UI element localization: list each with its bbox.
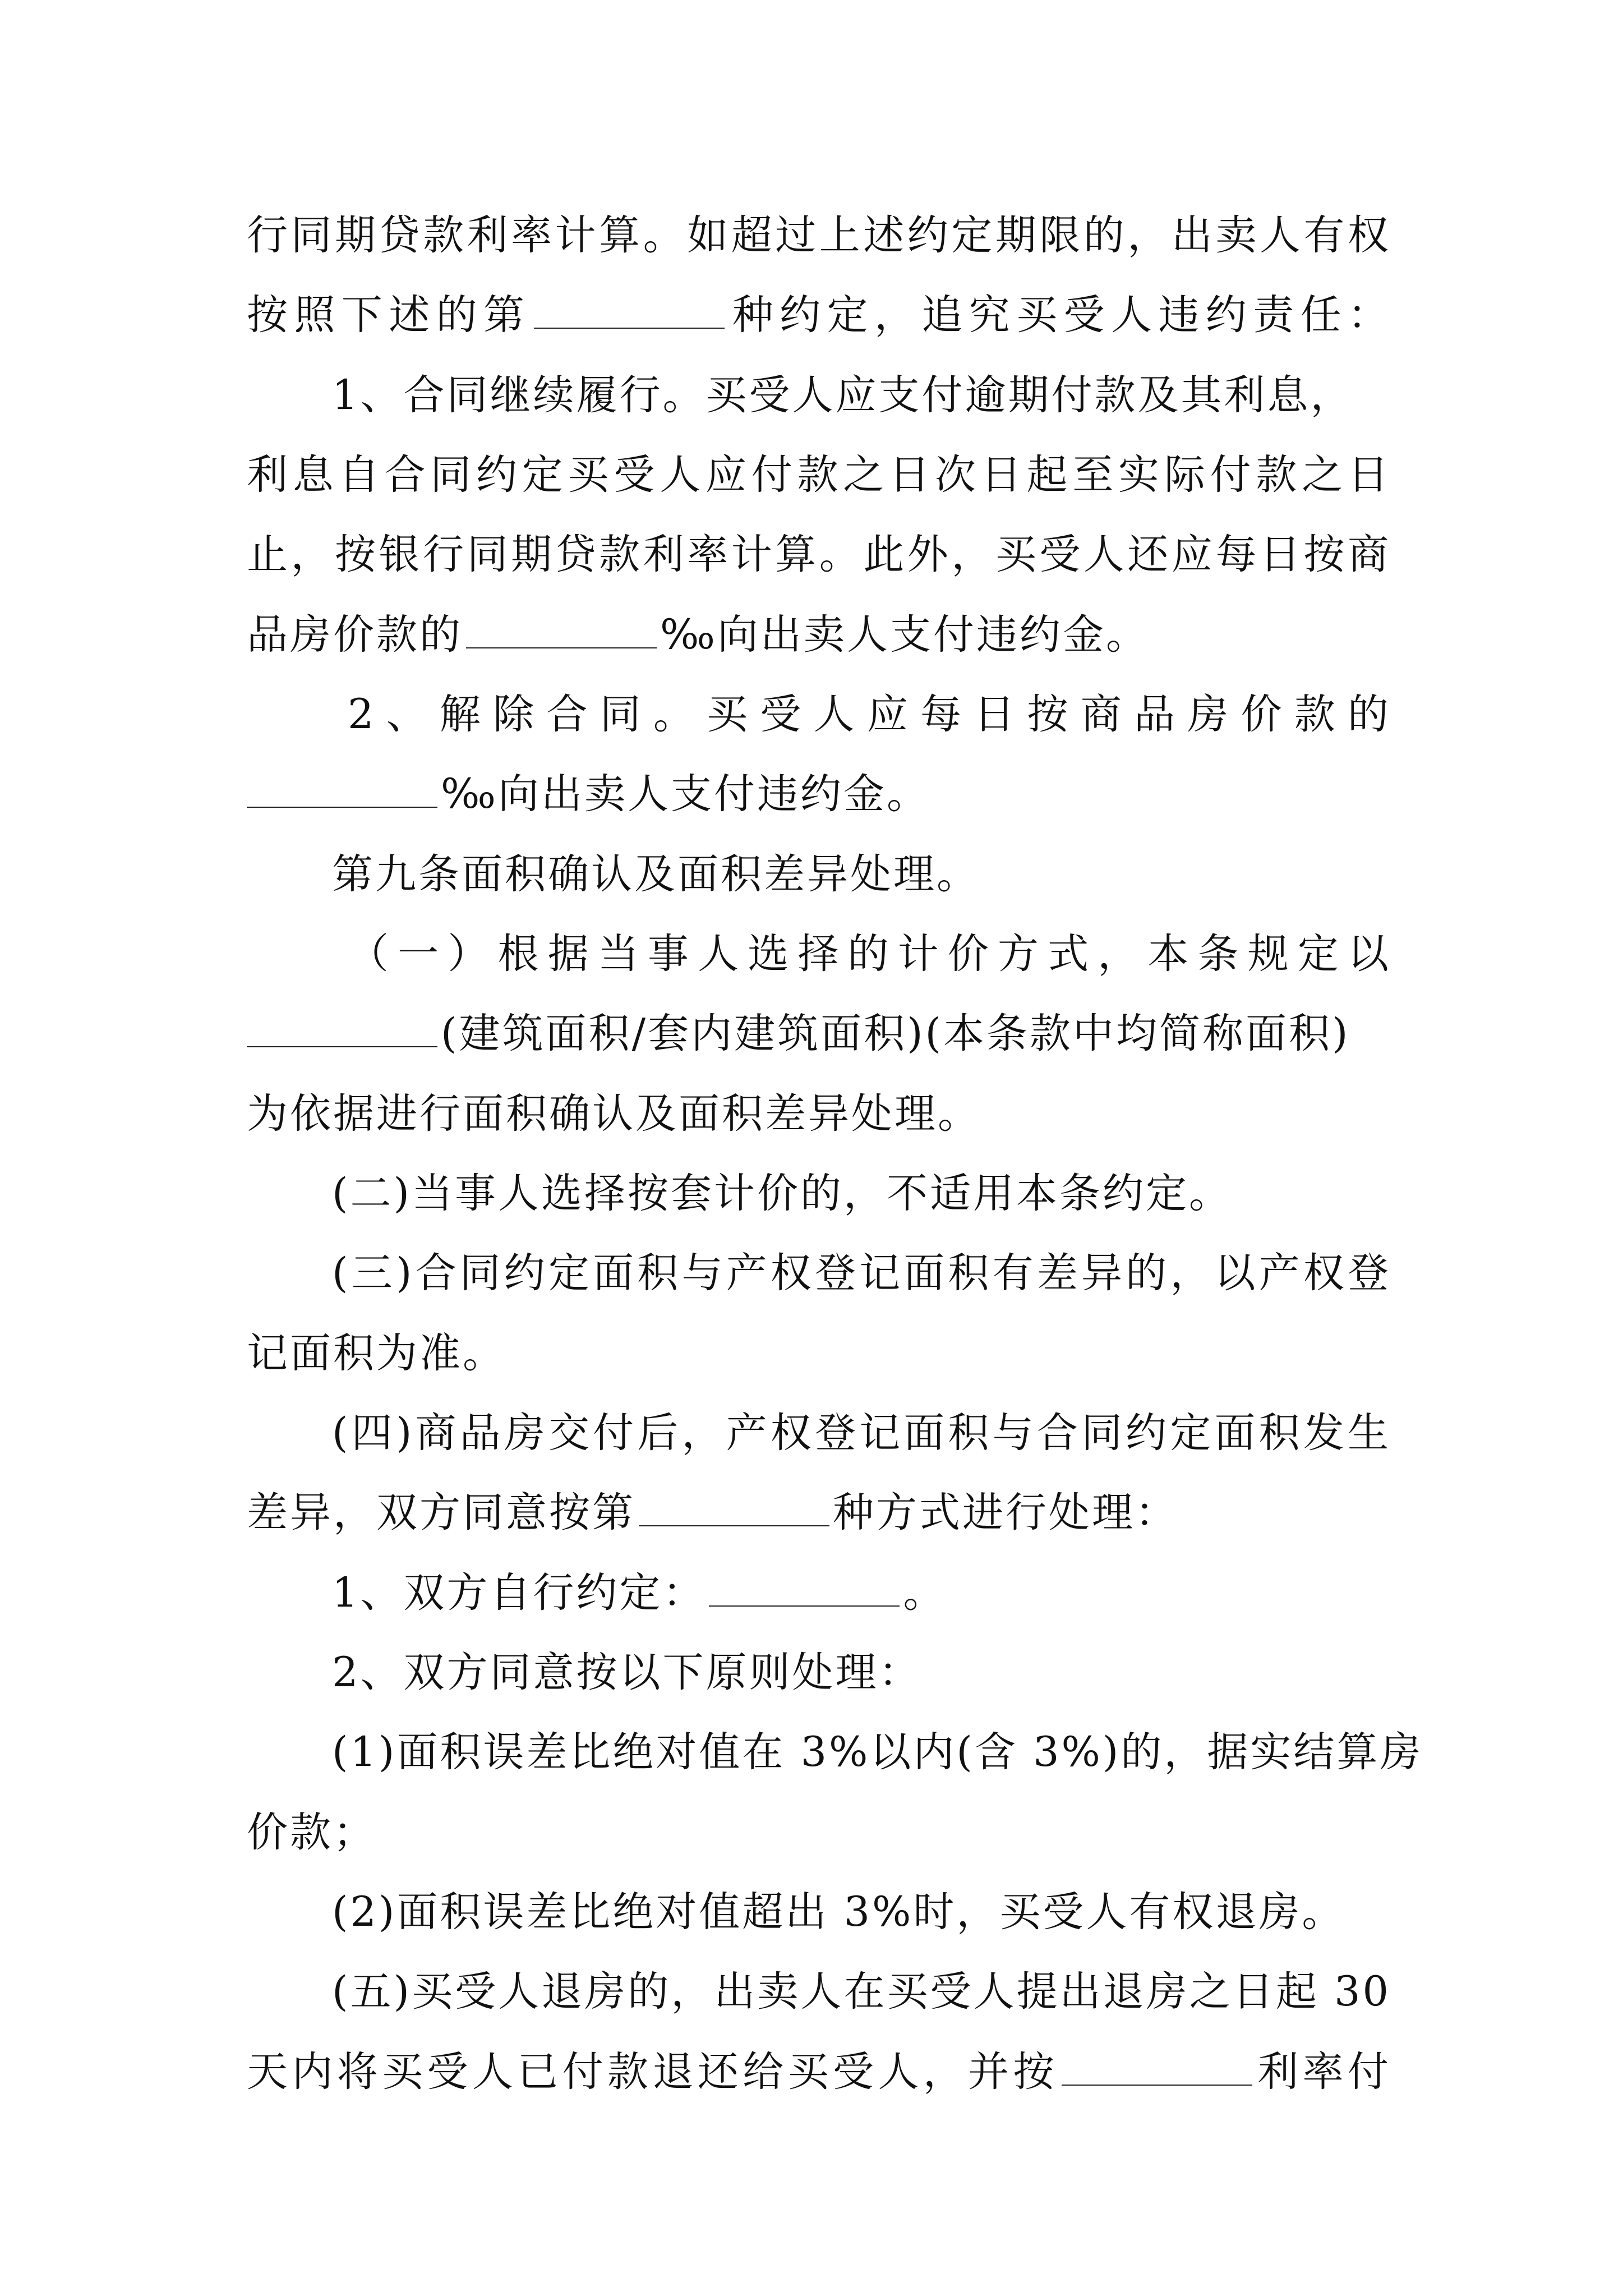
line-text: 行同期贷款利率计算。如超过上述约定期限的，出卖人有权 — [247, 211, 1391, 259]
line-text: 价款； — [247, 1809, 376, 1856]
fill-in-blank — [639, 1486, 829, 1526]
line-text: (三)合同约定面积与产权登记面积有差异的，以产权登 — [332, 1249, 1391, 1297]
line-text: 为依据进行面积确认及面积差异处理。 — [247, 1090, 981, 1138]
text-line-13 — [332, 1166, 1391, 1222]
text-line-3 — [332, 367, 1391, 424]
text-line-23 — [332, 1964, 1391, 2020]
text-line-20 — [332, 1724, 1423, 1780]
line-text: (1)面积误差比绝对值在 3%以内(含 3%)的，据实结算房 — [332, 1728, 1423, 1776]
text-line-8 — [247, 766, 1391, 822]
line-text: 1、合同继续履行。买受人应支付逾期付款及其利息， — [332, 371, 1354, 419]
text-line-2 — [247, 287, 1391, 343]
line-text: 差异，双方同意按第 — [247, 1489, 635, 1536]
line-text: (五)买受人退房的，出卖人在买受人提出退房之日起 30 — [332, 1968, 1391, 2016]
text-line-1 — [247, 208, 1391, 264]
line-text: 2、双方同意按以下原则处理： — [332, 1649, 922, 1696]
fill-in-blank — [466, 608, 657, 648]
line-text: 第九条面积确认及面积差异处理。 — [332, 850, 980, 898]
fill-in-blank — [247, 767, 437, 808]
text-line-18 — [332, 1565, 1391, 1621]
line-text: 种约定，追究买受人违约责任： — [728, 291, 1391, 339]
line-text: 品房价款的 — [247, 611, 463, 659]
text-line-21 — [247, 1805, 1391, 1861]
text-line-9 — [332, 846, 1391, 903]
text-line-7 — [348, 687, 1391, 743]
fill-in-blank — [247, 1007, 437, 1047]
line-text: (四)商品房交付后，产权登记面积与合同约定面积发生 — [332, 1409, 1391, 1457]
text-line-17 — [247, 1485, 1391, 1541]
text-line-19 — [332, 1645, 1391, 1701]
text-line-11 — [247, 1006, 1391, 1062]
text-line-16 — [332, 1405, 1391, 1461]
text-line-24 — [247, 2044, 1391, 2100]
text-line-15 — [247, 1326, 1391, 1382]
fill-in-blank — [534, 288, 725, 329]
line-text: 利息自合同约定买受人应付款之日次日起至实际付款之日 — [247, 451, 1391, 499]
line-text: 按照下述的第 — [247, 291, 531, 339]
line-text: 种方式进行处理： — [833, 1489, 1178, 1536]
line-text: 。 — [903, 1569, 947, 1617]
text-line-22 — [332, 1884, 1391, 1940]
line-text: 1、双方自行约定： — [332, 1569, 706, 1617]
line-text: (二)当事人选择按套计价的，不适用本条约定。 — [332, 1170, 1232, 1217]
text-line-12 — [247, 1086, 1391, 1142]
text-line-6 — [247, 607, 1391, 663]
line-text: (建筑面积/套内建筑面积)(本条款中均简称面积) — [441, 1010, 1350, 1057]
text-line-4 — [247, 447, 1391, 503]
line-text: 止，按银行同期贷款利率计算。此外，买受人还应每日按商 — [247, 531, 1391, 578]
line-text: （一）根据当事人选择的计价方式，本条规定以 — [348, 930, 1391, 978]
line-text: 2、解除合同。买受人应每日按商品房价款的 — [348, 691, 1391, 738]
fill-in-blank — [1062, 2045, 1252, 2086]
line-text: ‰向出卖人支付违约金。 — [660, 611, 1149, 659]
text-line-10 — [348, 926, 1391, 982]
line-text: ‰向出卖人支付违约金。 — [441, 770, 930, 818]
line-text: 天内将买受人已付款退还给买受人，并按 — [247, 2048, 1058, 2096]
text-line-5 — [247, 527, 1391, 583]
text-line-14 — [332, 1245, 1391, 1301]
line-text: (2)面积误差比绝对值超出 3%时，买受人有权退房。 — [332, 1888, 1345, 1936]
line-text: 记面积为准。 — [247, 1329, 506, 1377]
fill-in-blank — [709, 1566, 900, 1607]
line-text: 利率付 — [1255, 2048, 1391, 2096]
